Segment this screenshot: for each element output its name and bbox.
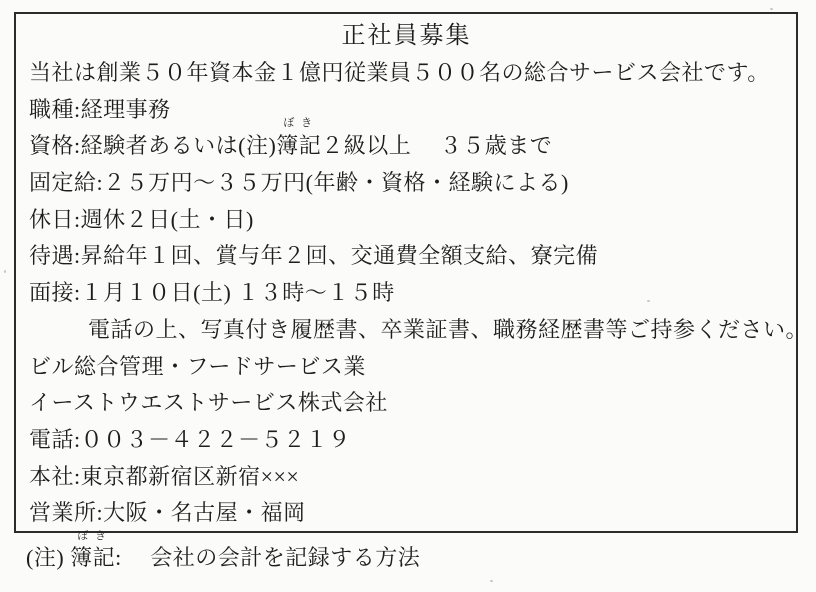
boki-furigana: ぼ き — [283, 117, 315, 130]
line-holiday: 休日:週休２日(土・日) — [29, 206, 254, 232]
scan-speck — [490, 580, 493, 582]
footnote-boki-definition — [26, 530, 421, 575]
line-company-intro: 当社は創業５０年資本金１億円従業員５００名の総合サービス会社です。 — [29, 60, 770, 85]
footnote-prefix: (注) — [26, 545, 71, 570]
line-interview: 面接:１月１０日(土) １３時～１５時 — [29, 280, 395, 306]
scan-speck — [647, 300, 650, 302]
line-phone: 電話:００３－４２２－５２１９ — [29, 426, 351, 452]
line-benefits: 待遇:昇給年１回、賞与年２回、交通費全額支給、寮完備 — [29, 243, 599, 269]
job-posting-box — [14, 12, 809, 533]
line-company-name: イーストウエストサービス株式会社 — [29, 390, 388, 416]
line-job-type: 職種:経理事務 — [29, 96, 171, 122]
line-branch-offices: 営業所:大阪・名古屋・福岡 — [29, 500, 306, 526]
line-documents-to-bring: 電話の上、写真付き履歴書、卒業証書、職務経歴書等ご持参ください。 — [88, 316, 809, 342]
page-title: 正社員募集 — [341, 23, 472, 49]
boki-ruby-group — [276, 117, 322, 165]
line-qualification — [29, 117, 784, 165]
scan-speck — [770, 8, 773, 10]
qualification-prefix: 資格:経験者あるいは(注) — [29, 133, 277, 159]
line-head-office: 本社:東京都新宿区新宿××× — [29, 463, 300, 489]
qualification-suffix: ２級以上 ３５歳まで — [321, 133, 553, 159]
line-industry: ビル総合管理・フードサービス業 — [29, 353, 366, 379]
boki-base: 簿記 — [276, 133, 322, 159]
footnote-suffix: : 会社の会計を記録する方法 — [115, 545, 421, 570]
footnote-boki-base: 簿記 — [70, 545, 116, 570]
scan-speck — [4, 270, 6, 273]
line-salary: 固定給:２５万円～３５万円(年齢・資格・経験による) — [29, 170, 569, 196]
footnote-boki-furigana: ぼ き — [77, 530, 109, 542]
footnote-boki-ruby-group — [70, 530, 116, 575]
